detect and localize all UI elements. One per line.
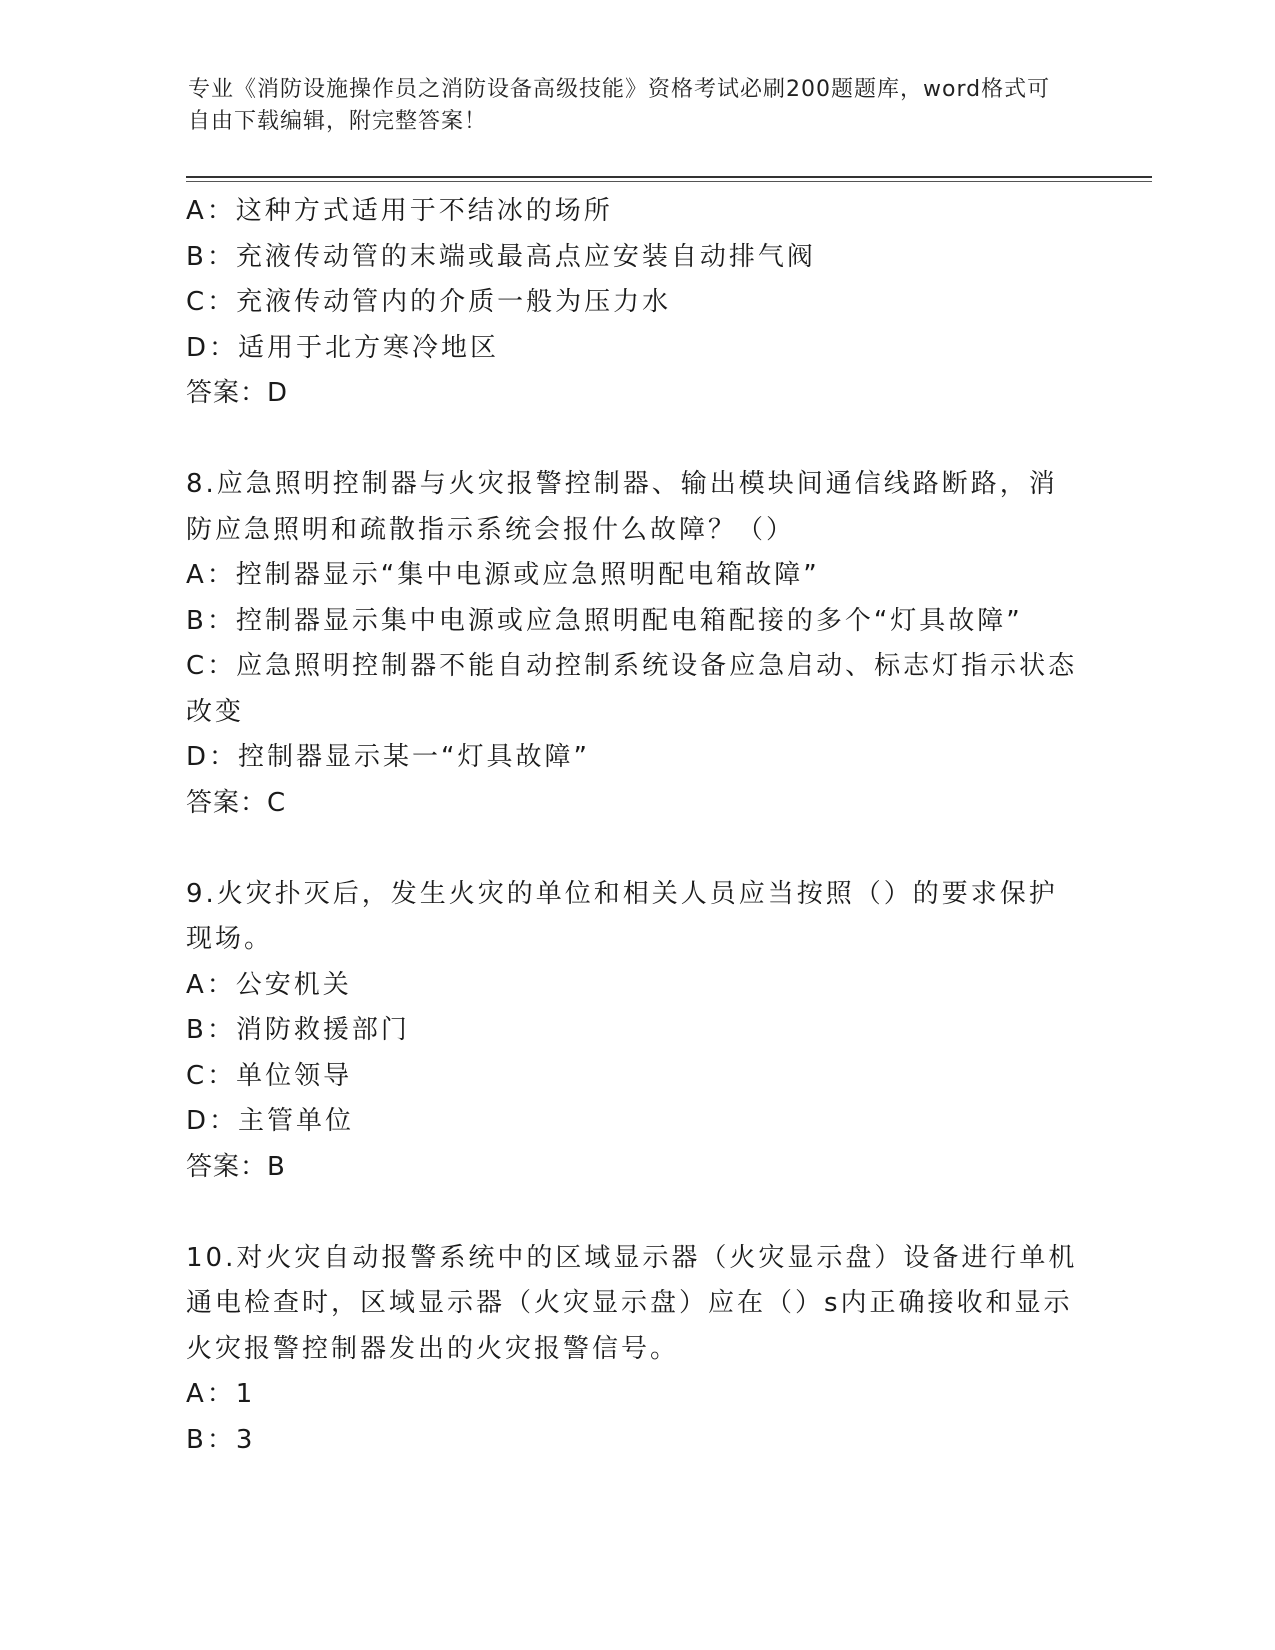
question-9 (186, 872, 1086, 1191)
option-c: C：应急照明控制器不能自动控制系统设备应急启动、标志灯指示状态 (186, 651, 1078, 681)
question-stem-line: 9.火灾扑灭后，发生火灾的单位和相关人员应当按照（）的要求保护 (186, 878, 1058, 909)
option-a: A：这种方式适用于不结冰的场所 (186, 196, 613, 226)
header-divider-thick (186, 176, 1152, 178)
answer: 答案：B (186, 1151, 286, 1182)
option-c: C：充液传动管内的介质一般为压力水 (186, 287, 672, 317)
question-stem-line: 现场。 (186, 924, 274, 954)
option-b: B：消防救援部门 (186, 1015, 410, 1045)
option-a: A：公安机关 (186, 969, 352, 1000)
question-10 (186, 1236, 1086, 1464)
answer: 答案：D (186, 378, 289, 408)
question-stem-line: 10.对火灾自动报警系统中的区域显示器（火灾显示盘）设备进行单机 (186, 1242, 1078, 1273)
option-a: A：1 (186, 1379, 256, 1409)
question-stem-line: 通电检查时，区域显示器（火灾显示盘）应在（）s内正确接收和显示 (186, 1288, 1073, 1318)
spacer (186, 1190, 1086, 1236)
answer: 答案：C (186, 787, 287, 818)
spacer (186, 826, 1086, 872)
question-stem-line: 8.应急照明控制器与火灾报警控制器、输出模块间通信线路断路，消 (186, 469, 1058, 499)
document-header: 专业《消防设施操作员之消防设备高级技能》资格考试必刷200题题库，word格式可自由下载编辑，附完整答案！ (188, 77, 1051, 134)
question-stem-line: 火灾报警控制器发出的火灾报警信号。 (186, 1333, 680, 1364)
option-b: B：3 (186, 1424, 256, 1455)
header-divider-thin (186, 181, 1152, 182)
question-list (186, 189, 1086, 1463)
option-a: A：控制器显示“集中电源或应急照明配电箱故障” (186, 560, 820, 590)
option-d: D：控制器显示某一“灯具故障” (186, 742, 590, 772)
option-b: B：控制器显示集中电源或应急照明配电箱配接的多个“灯具故障” (186, 605, 1023, 636)
question-stem-line: 防应急照明和疏散指示系统会报什么故障？（） (186, 514, 796, 545)
option-d: D：适用于北方寒冷地区 (186, 332, 500, 363)
question-7 (186, 189, 1086, 417)
question-8 (186, 462, 1086, 826)
option-b: B：充液传动管的末端或最高点应安装自动排气阀 (186, 241, 816, 272)
option-c-continued: 改变 (186, 696, 245, 727)
option-d: D：主管单位 (186, 1106, 355, 1136)
option-c: C：单位领导 (186, 1060, 353, 1091)
spacer (186, 417, 1086, 463)
